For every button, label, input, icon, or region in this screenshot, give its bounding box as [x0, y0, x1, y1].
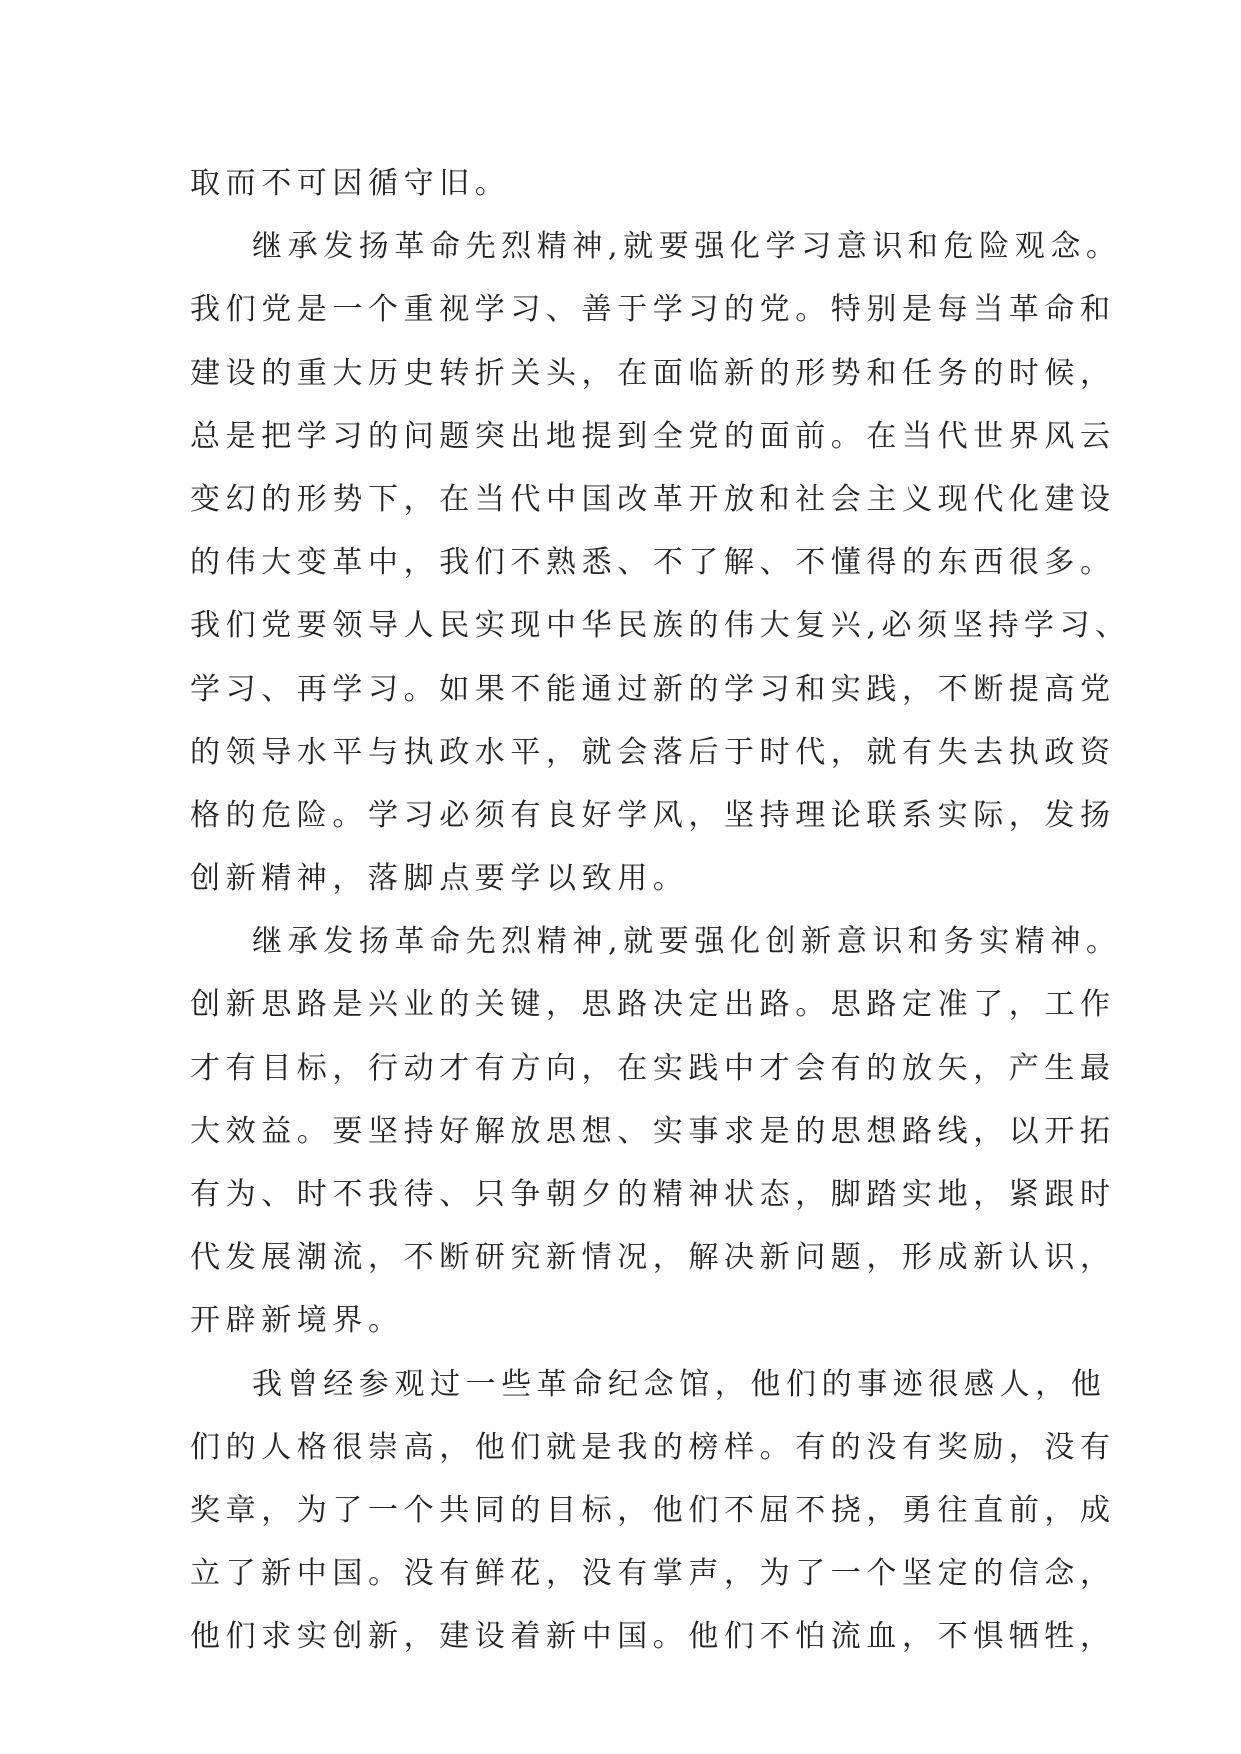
text-line: 创新精神，落脚点要学以致用。 [190, 861, 689, 897]
text-line: 学习、再学习。如果不能通过新的学习和实践，不断提高党 [190, 671, 1116, 707]
text-line: 才有目标，行动才有方向，在实践中才会有的放矢，产生最 [190, 1050, 1116, 1086]
paragraph-first-line: 继承发扬革命先烈精神,就要强化学习意识和危险观念。 [252, 229, 1122, 265]
body-text [190, 152, 1131, 1669]
text-line: 建设的重大历史转折关头，在面临新的形势和任务的时候， [190, 355, 1116, 391]
text-line: 奖章，为了一个共同的目标，他们不屈不挠，勇往直前，成 [190, 1492, 1116, 1528]
text-line: 的领导水平与执政水平，就会落后于时代，就有失去执政资 [190, 734, 1116, 770]
text-line: 有为、时不我待、只争朝夕的精神状态，脚踏实地，紧跟时 [190, 1177, 1116, 1212]
text-line: 他们求实创新，建设着新中国。他们不怕流血，不惧牺牲， [190, 1619, 1116, 1655]
text-line: 开辟新境界。 [190, 1303, 404, 1339]
text-line: 格的危险。学习必须有良好学风，坚持理论联系实际，发扬 [190, 797, 1116, 833]
text-line: 大效益。要坚持好解放思想、实事求是的思想路线，以开拓 [190, 1113, 1116, 1149]
text-line: 代发展潮流，不断研究新情况，解决新问题，形成新认识， [190, 1240, 1116, 1276]
text-line: 立了新中国。没有鲜花，没有掌声，为了一个坚定的信念， [190, 1556, 1116, 1592]
text-line: 总是把学习的问题突出地提到全党的面前。在当代世界风云 [190, 418, 1116, 454]
text-line: 变幻的形势下，在当代中国改革开放和社会主义现代化建设 [190, 481, 1116, 517]
text-line: 创新思路是兴业的关键，思路决定出路。思路定准了，工作 [190, 987, 1116, 1023]
text-line: 的伟大变革中，我们不熟悉、不了解、不懂得的东西很多。 [190, 545, 1116, 581]
text-line: 们的人格很崇高，他们就是我的榜样。有的没有奖励，没有 [190, 1429, 1116, 1465]
text-line: 取而不可因循守旧。 [190, 166, 511, 201]
paragraph-first-line: 继承发扬革命先烈精神,就要强化创新意识和务实精神。 [252, 924, 1122, 960]
paragraph-first-line: 我曾经参观过一些革命纪念馆，他们的事迹很感人，他 [252, 1366, 1107, 1402]
text-line: 我们党要领导人民实现中华民族的伟大复兴,必须坚持学习、 [190, 608, 1131, 644]
text-line: 我们党是一个重视学习、善于学习的党。特别是每当革命和 [190, 292, 1116, 328]
